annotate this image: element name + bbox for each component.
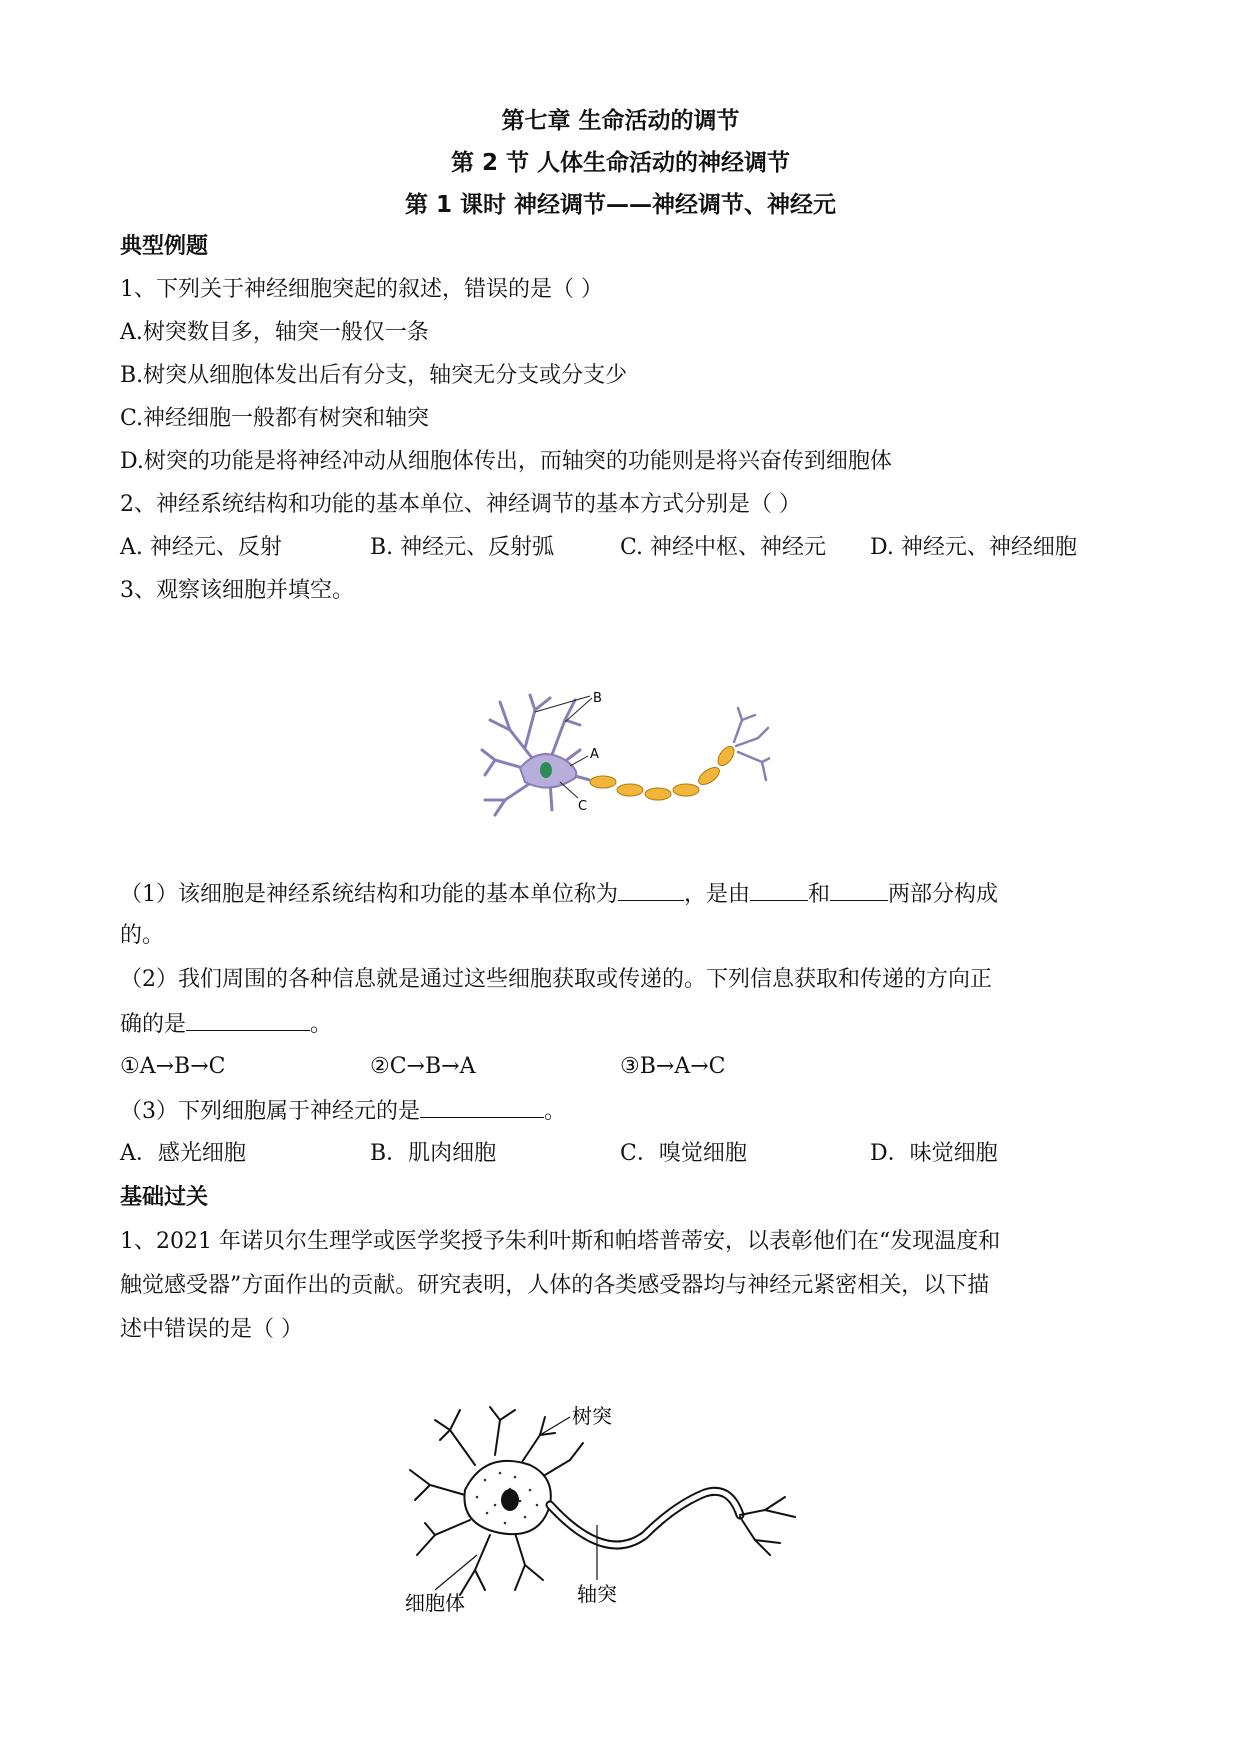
fig-label-c: C — [578, 799, 588, 814]
q3-part2-option-1: ①A→B→C — [120, 1054, 226, 1079]
basic-q1-line3: 述中错误的是（ ） — [120, 1317, 303, 1342]
q3-part1-line2: 的。 — [120, 923, 165, 948]
q1-option-b: B.树突从细胞体发出后有分支，轴突无分支或分支少 — [120, 363, 628, 388]
q2-stem: 2、神经系统结构和功能的基本单位、神经调节的基本方式分别是（ ） — [120, 492, 801, 517]
q3-part3-text-a: （3）下列细胞属于神经元的是 — [120, 1099, 420, 1124]
q3-part1-text-c: 和 — [808, 882, 831, 907]
q3-part3-option-c: C．嗅觉细胞 — [620, 1141, 747, 1166]
q3-part1-text-b: ，是由 — [684, 882, 751, 907]
q3-part3-line — [120, 1095, 566, 1127]
section-title: 第 2 节 人体生命活动的神经调节 — [450, 150, 791, 176]
q3-part3-text-b: 。 — [544, 1099, 567, 1124]
basic-q1-line1: 1、2021 年诺贝尔生理学或医学奖授予朱利叶斯和帕塔普蒂安，以表彰他们在“发现温度和 — [120, 1229, 1001, 1254]
q1-option-c: C.神经细胞一般都有树突和轴突 — [120, 406, 430, 431]
answer-blank-2[interactable] — [750, 878, 808, 901]
q3-part2-text-c: 。 — [310, 1012, 333, 1037]
q3-part3-option-b: B．肌肉细胞 — [370, 1141, 497, 1166]
fig-label-b: B — [593, 691, 602, 706]
basic-q1-line2: 触觉感受器”方面作出的贡献。研究表明，人体的各类感受器均与神经元紧密相关，以下描 — [120, 1273, 990, 1298]
q3-part3-option-d: D．味觉细胞 — [870, 1141, 998, 1166]
q3-part2-line1: （2）我们周围的各种信息就是通过这些细胞获取或传递的。下列信息获取和传递的方向正 — [120, 967, 993, 992]
fig-label-cell-body: 细胞体 — [405, 1591, 465, 1615]
answer-blank-4[interactable] — [186, 1008, 310, 1031]
answer-blank-5[interactable] — [420, 1095, 544, 1118]
q2-option-a: A. 神经元、反射 — [120, 535, 282, 560]
q3-part1-text-a: （1）该细胞是神经系统结构和功能的基本单位称为 — [120, 882, 618, 907]
q2-option-b: B. 神经元、反射弧 — [370, 535, 555, 560]
lesson-title: 第 1 课时 神经调节——神经调节、神经元 — [404, 192, 837, 218]
neuron-figure-bw — [405, 1405, 800, 1620]
q3-part2-line2 — [120, 1008, 332, 1040]
basic-heading: 基础过关 — [120, 1185, 209, 1210]
answer-blank-1[interactable] — [618, 878, 684, 901]
fig-label-dendrite: 树突 — [572, 1405, 612, 1428]
q3-part2-option-2: ②C→B→A — [370, 1054, 476, 1079]
typical-heading: 典型例题 — [120, 234, 209, 259]
q3-part1-line1 — [120, 878, 998, 910]
q1-option-d: D.树突的功能是将神经冲动从细胞体传出，而轴突的功能则是将兴奋传到细胞体 — [120, 449, 892, 474]
q1-stem: 1、下列关于神经细胞突起的叙述，错误的是（ ） — [120, 277, 603, 302]
q3-part3-option-a: A．感光细胞 — [120, 1141, 246, 1166]
neuron-figure-colored — [480, 690, 770, 820]
q3-part1-text-d: 两部分构成 — [888, 882, 999, 907]
chapter-title: 第七章 生命活动的调节 — [501, 108, 740, 134]
q2-option-c: C. 神经中枢、神经元 — [620, 535, 827, 560]
q1-option-a: A.树突数目多，轴突一般仅一条 — [120, 320, 429, 345]
q3-part2-option-3: ③B→A→C — [620, 1054, 726, 1079]
fig-label-axon: 轴突 — [577, 1582, 617, 1606]
fig-label-a: A — [590, 747, 599, 762]
q3-part2-text-b: 确的是 — [120, 1012, 187, 1037]
answer-blank-3[interactable] — [830, 878, 888, 901]
q3-stem: 3、观察该细胞并填空。 — [120, 578, 354, 603]
q2-option-d: D. 神经元、神经细胞 — [870, 535, 1077, 560]
